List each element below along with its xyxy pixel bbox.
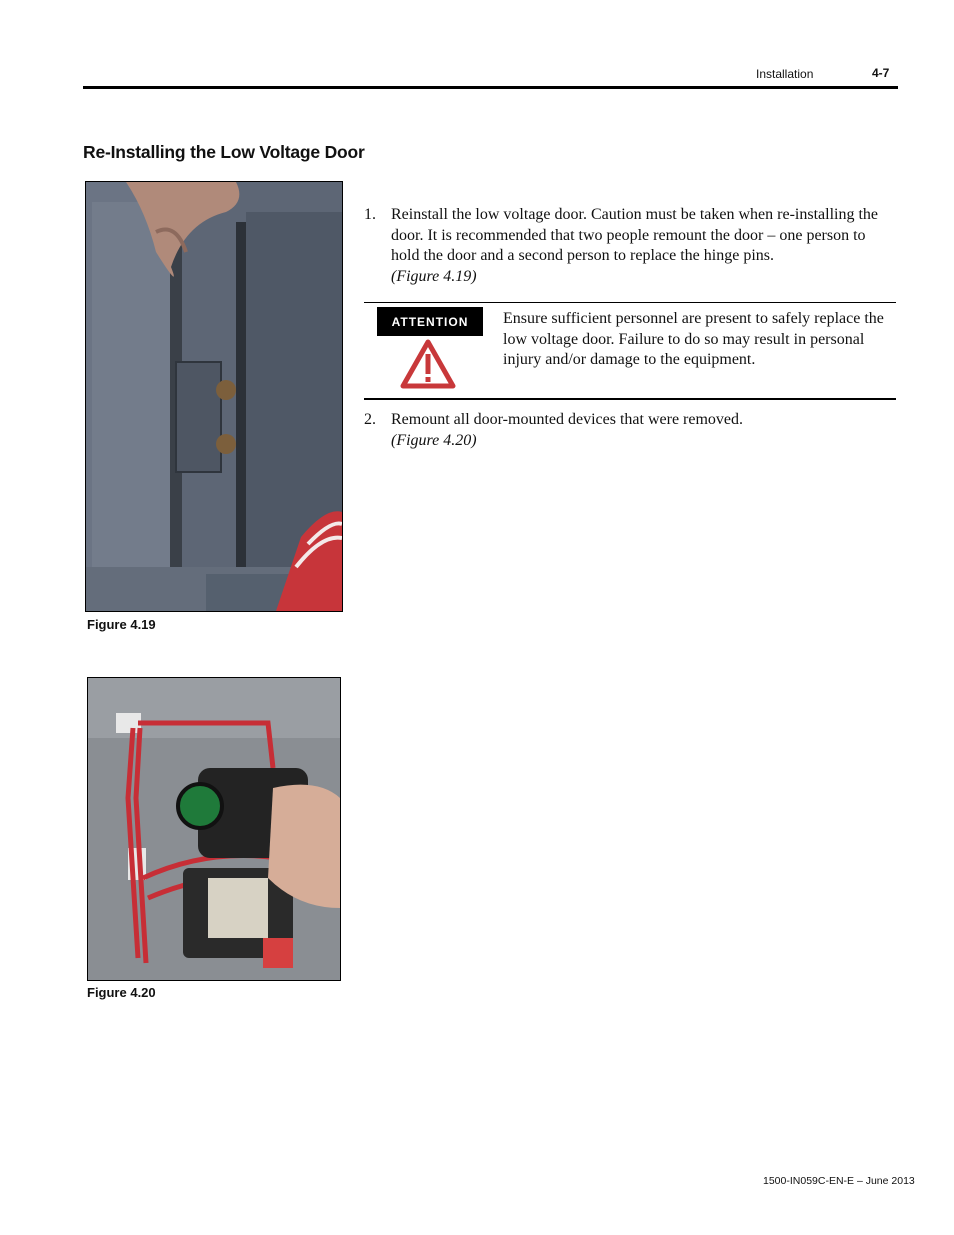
footer-doc-id: 1500-IN059C-EN-E – June 2013 <box>763 1175 915 1187</box>
step-2-number: 2. <box>364 411 376 428</box>
warning-triangle-icon <box>400 339 456 389</box>
figure-4-19-photo <box>85 181 343 612</box>
step-1-figure-ref: (Figure 4.19) <box>391 267 477 285</box>
header-rule <box>83 86 898 89</box>
figure-4-20-caption: Figure 4.20 <box>87 985 156 1000</box>
step-2 <box>364 410 894 451</box>
header-page-number: 4-7 <box>872 66 890 80</box>
step-2-text: Remount all door-mounted devices that were removed. <box>391 411 744 428</box>
figure-4-20-photo <box>87 677 341 981</box>
attention-label: ATTENTION <box>377 307 483 336</box>
section-title: Re-Installing the Low Voltage Door <box>83 142 365 162</box>
step-1-number: 1. <box>364 206 376 223</box>
attention-text: Ensure sufficient personnel are present to safely replace the low voltage door. Failure to do so may result in personal injury and/or damage to the equipment. <box>503 310 884 369</box>
attention-box <box>364 302 896 400</box>
step-2-figure-ref: (Figure 4.20) <box>391 431 477 449</box>
header-section-name: Installation <box>756 67 814 81</box>
step-1 <box>364 205 894 287</box>
step-1-text: Reinstall the low voltage door. Caution must be taken when re-installing the door. It is recommended that two people remount the door – one person to hold the door and a second person to replace the hinge pins. <box>391 206 879 265</box>
figure-4-19-caption: Figure 4.19 <box>87 617 156 632</box>
